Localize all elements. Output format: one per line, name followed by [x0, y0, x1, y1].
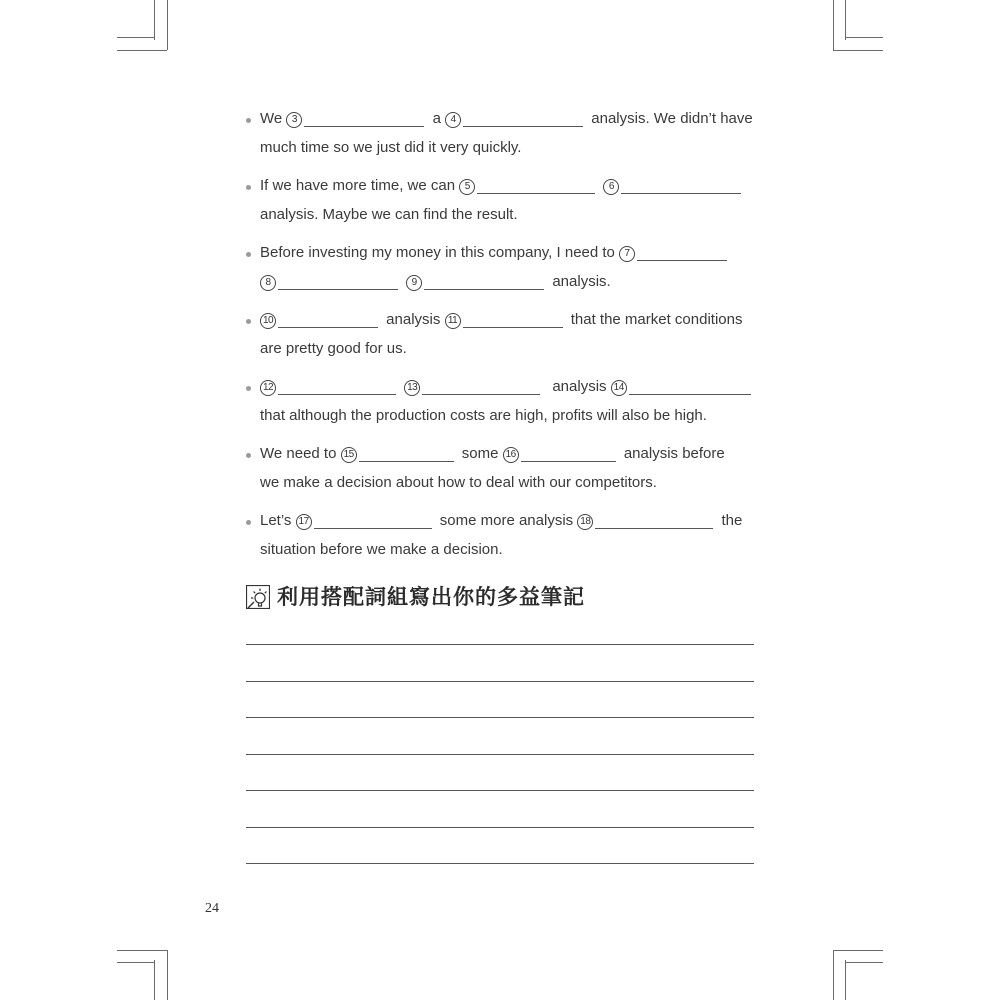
blank-number: 10	[260, 313, 276, 329]
answer-blank[interactable]	[278, 271, 398, 290]
answer-blank[interactable]	[359, 443, 454, 462]
note-line[interactable]	[246, 863, 754, 864]
answer-blank[interactable]	[621, 175, 741, 194]
crop-mark	[833, 950, 834, 1000]
item-text: situation before we make a decision.	[260, 541, 503, 558]
note-line[interactable]	[246, 827, 754, 828]
blank-number: 18	[577, 514, 593, 530]
crop-mark	[154, 0, 155, 40]
crop-mark	[845, 962, 883, 963]
answer-blank[interactable]	[278, 309, 378, 328]
blank-number: 8	[260, 275, 276, 291]
note-line[interactable]	[246, 644, 754, 645]
exercise-item	[248, 373, 758, 431]
answer-blank[interactable]	[463, 309, 563, 328]
item-text: analysis before	[623, 445, 725, 462]
answer-blank[interactable]	[463, 108, 583, 127]
bullet-icon	[246, 520, 251, 525]
blank-number: 4	[445, 112, 461, 128]
answer-blank[interactable]	[629, 376, 751, 395]
exercise-item	[248, 507, 758, 565]
blank-number: 11	[445, 313, 461, 329]
item-text: We need to	[260, 445, 337, 462]
note-line[interactable]	[246, 717, 754, 718]
bullet-icon	[246, 118, 251, 123]
crop-mark	[167, 950, 168, 1000]
crop-mark	[154, 960, 155, 1000]
answer-blank[interactable]	[637, 242, 727, 261]
blank-number: 14	[611, 380, 627, 396]
crop-mark	[845, 960, 846, 1000]
item-text: Before investing my money in this company, I need to	[260, 244, 615, 261]
exercise-item	[248, 440, 758, 498]
crop-mark	[117, 962, 154, 963]
item-text: much time so we just did it very quickly.	[260, 139, 522, 156]
crop-mark	[833, 50, 883, 51]
item-text: Let’s	[260, 512, 292, 529]
item-text: analysis. Maybe we can find the result.	[260, 206, 518, 223]
blank-number: 9	[406, 275, 422, 291]
note-line[interactable]	[246, 790, 754, 791]
item-text: that although the production costs are high, profits will also be high.	[260, 407, 707, 424]
bullet-icon	[246, 453, 251, 458]
item-text: analysis	[552, 378, 607, 395]
crop-mark	[167, 0, 168, 50]
exercise-item	[248, 105, 758, 163]
answer-blank[interactable]	[477, 175, 595, 194]
blank-number: 5	[459, 179, 475, 195]
item-text: some more analysis	[439, 512, 574, 529]
exercise-item	[248, 172, 758, 230]
item-text: are pretty good for us.	[260, 340, 407, 357]
bullet-icon	[246, 386, 251, 391]
crop-mark	[833, 0, 834, 50]
item-text: some	[461, 445, 499, 462]
exercise-item	[248, 306, 758, 364]
answer-blank[interactable]	[422, 376, 540, 395]
answer-blank[interactable]	[278, 376, 396, 395]
lightbulb-note-icon	[246, 585, 270, 609]
crop-mark	[117, 50, 167, 51]
item-text: analysis. We didn’t have	[591, 110, 753, 127]
note-line[interactable]	[246, 754, 754, 755]
exercise-item	[248, 239, 758, 297]
answer-blank[interactable]	[424, 271, 544, 290]
item-text: a	[432, 110, 441, 127]
page-number: 24	[205, 901, 219, 916]
note-line[interactable]	[246, 681, 754, 682]
blank-number: 16	[503, 447, 519, 463]
answer-blank[interactable]	[314, 510, 432, 529]
crop-mark	[117, 950, 167, 951]
exercise-list	[248, 105, 758, 574]
blank-number: 7	[619, 246, 635, 262]
crop-mark	[117, 37, 154, 38]
blank-number: 12	[260, 380, 276, 396]
item-text: analysis.	[552, 273, 611, 290]
item-text: analysis	[386, 311, 441, 328]
blank-number: 3	[286, 112, 302, 128]
crop-mark	[845, 0, 846, 40]
crop-mark	[833, 950, 883, 951]
bullet-icon	[246, 319, 251, 324]
blank-number: 6	[603, 179, 619, 195]
bullet-icon	[246, 185, 251, 190]
item-text: we make a decision about how to deal with our competitors.	[260, 474, 657, 491]
bullet-icon	[246, 252, 251, 257]
answer-blank[interactable]	[521, 443, 616, 462]
item-text: that the market conditions	[570, 311, 743, 328]
item-text: We	[260, 110, 283, 127]
item-text: the	[721, 512, 743, 529]
blank-number: 17	[296, 514, 312, 530]
notes-section-header	[246, 583, 766, 613]
blank-number: 15	[341, 447, 357, 463]
item-text: If we have more time, we can	[260, 177, 456, 194]
blank-number: 13	[404, 380, 420, 396]
section-title: 利用搭配詞組寫出你的多益筆記	[277, 585, 585, 609]
answer-blank[interactable]	[595, 510, 713, 529]
crop-mark	[845, 37, 883, 38]
answer-blank[interactable]	[304, 108, 424, 127]
